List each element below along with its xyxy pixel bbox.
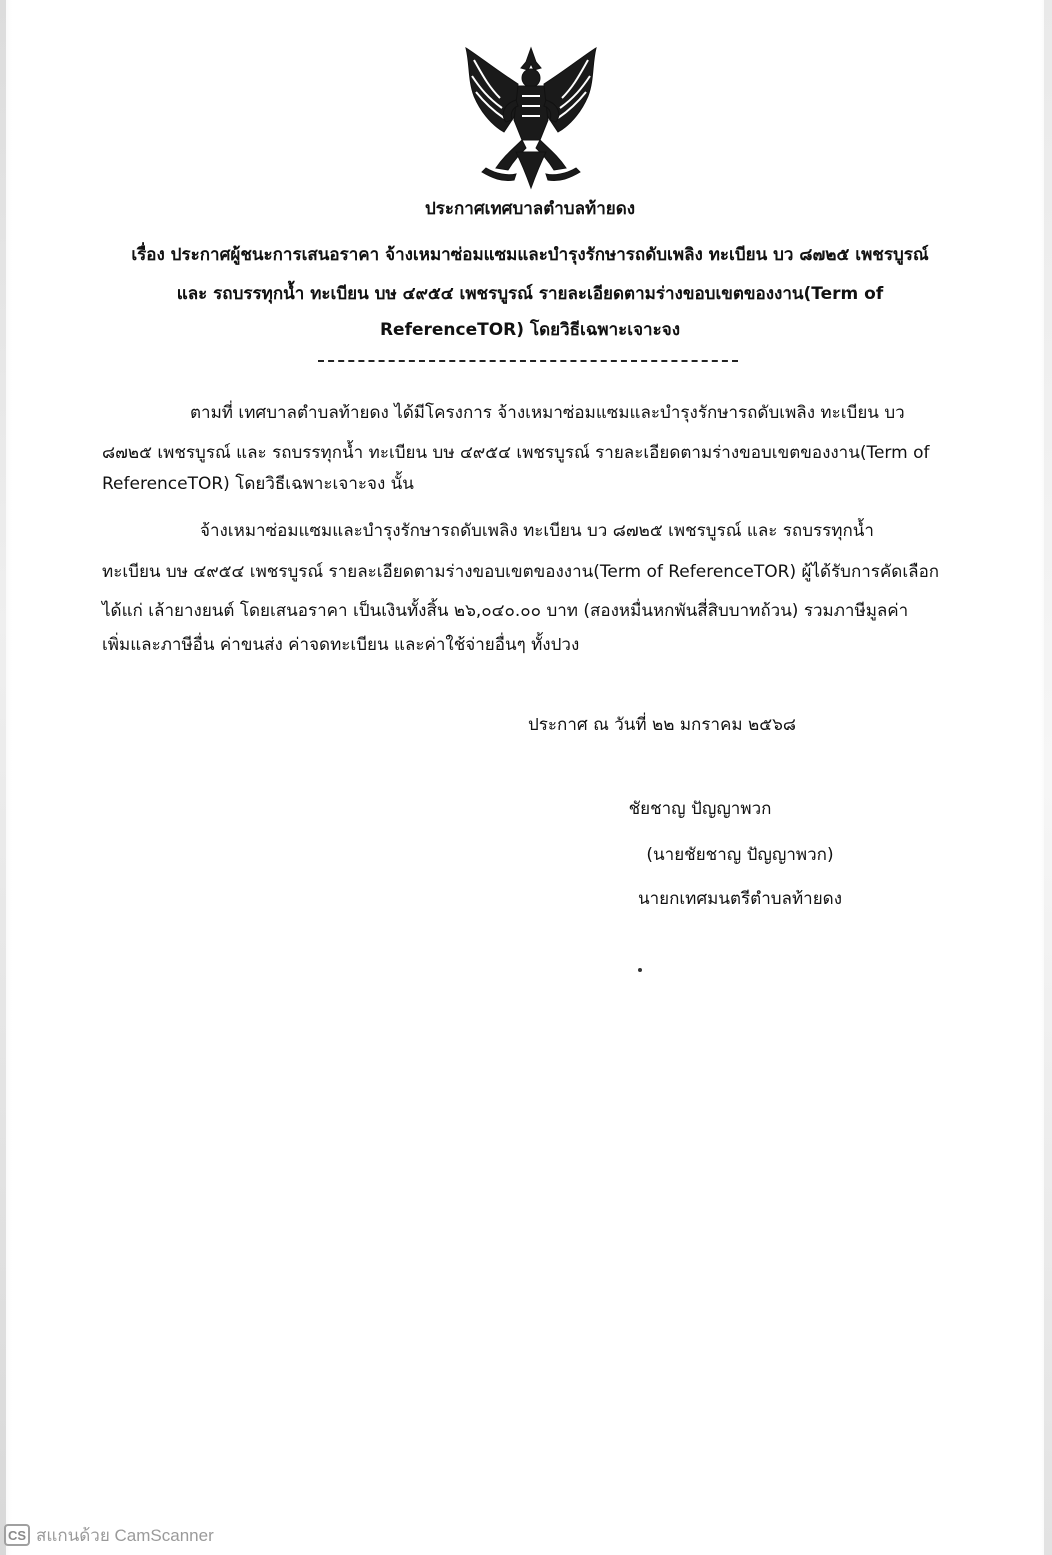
- announce-date: ประกาศ ณ วันที่ ๒๒ มกราคม ๒๕๖๘: [528, 715, 796, 735]
- scan-left-edge: [0, 0, 6, 1555]
- para2-line-3: ได้แก่ เล้ายางยนต์ โดยเสนอราคา เป็นเงินทั้งสิ้น ๒๖,๐๔๐.๐๐ บาท (สองหมื่นหกพันสี่สิบบาทถ้วน) รวมภาษีมูลค่า: [102, 601, 909, 621]
- signature: ชัยชาญ ปัญญาพวก: [628, 799, 772, 819]
- subject-line-2: และ รถบรรทุกน้ำ ทะเบียน บษ ๔๙๕๔ เพชรบูรณ์ รายละเอียดตามร่างขอบเขตของงาน(Term of: [176, 284, 884, 304]
- garuda-emblem-icon: [456, 40, 606, 192]
- document-title: ประกาศเทศบาลตำบลท้ายดง: [424, 199, 636, 219]
- scan-right-edge: [1044, 0, 1052, 1555]
- camscanner-watermark: [4, 1522, 214, 1548]
- para1-line-2: ๘๗๒๕ เพชรบูรณ์ และ รถบรรทุกน้ำ ทะเบียน บษ ๔๙๕๔ เพชรบูรณ์ รายละเอียดตามร่างขอบเขตของงาน(Term of: [102, 443, 930, 463]
- camscanner-label: สแกนด้วย CamScanner: [36, 1525, 214, 1545]
- subject-line-3: ReferenceTOR) โดยวิธีเฉพาะเจาะจง: [379, 320, 681, 340]
- signer-position: นายกเทศมนตรีตำบลท้ายดง: [637, 889, 843, 909]
- separator-line: [318, 360, 738, 362]
- signer-full-name: (นายชัยชาญ ปัญญาพวก): [646, 845, 834, 865]
- para2-line-4: เพิ่มและภาษีอื่น ค่าขนส่ง ค่าจดทะเบียน และค่าใช้จ่ายอื่นๆ ทั้งปวง: [102, 635, 580, 655]
- para1-line-1: ตามที่ เทศบาลตำบลท้ายดง ได้มีโครงการ จ้างเหมาซ่อมแซมและบำรุงรักษารถดับเพลิง ทะเบียน บว: [190, 403, 905, 423]
- para2-line-2: ทะเบียน บษ ๔๙๕๔ เพชรบูรณ์ รายละเอียดตามร่างขอบเขตของงาน(Term of ReferenceTOR) ผู้ได้รับการคัดเลือก: [102, 562, 940, 582]
- para2-line-1: จ้างเหมาซ่อมแซมและบำรุงรักษารถดับเพลิง ทะเบียน บว ๘๗๒๕ เพชรบูรณ์ และ รถบรรทุกน้ำ: [200, 521, 874, 541]
- camscanner-logo-icon: CS: [4, 1524, 30, 1546]
- ink-dot: [638, 968, 642, 972]
- para1-line-3: ReferenceTOR) โดยวิธีเฉพาะเจาะจง นั้น: [102, 474, 414, 494]
- subject-line-1: เรื่อง ประกาศผู้ชนะการเสนอราคา จ้างเหมาซ่อมแซมและบำรุงรักษารถดับเพลิง ทะเบียน บว ๘๗๒๕ เพชรบูรณ์: [131, 245, 929, 265]
